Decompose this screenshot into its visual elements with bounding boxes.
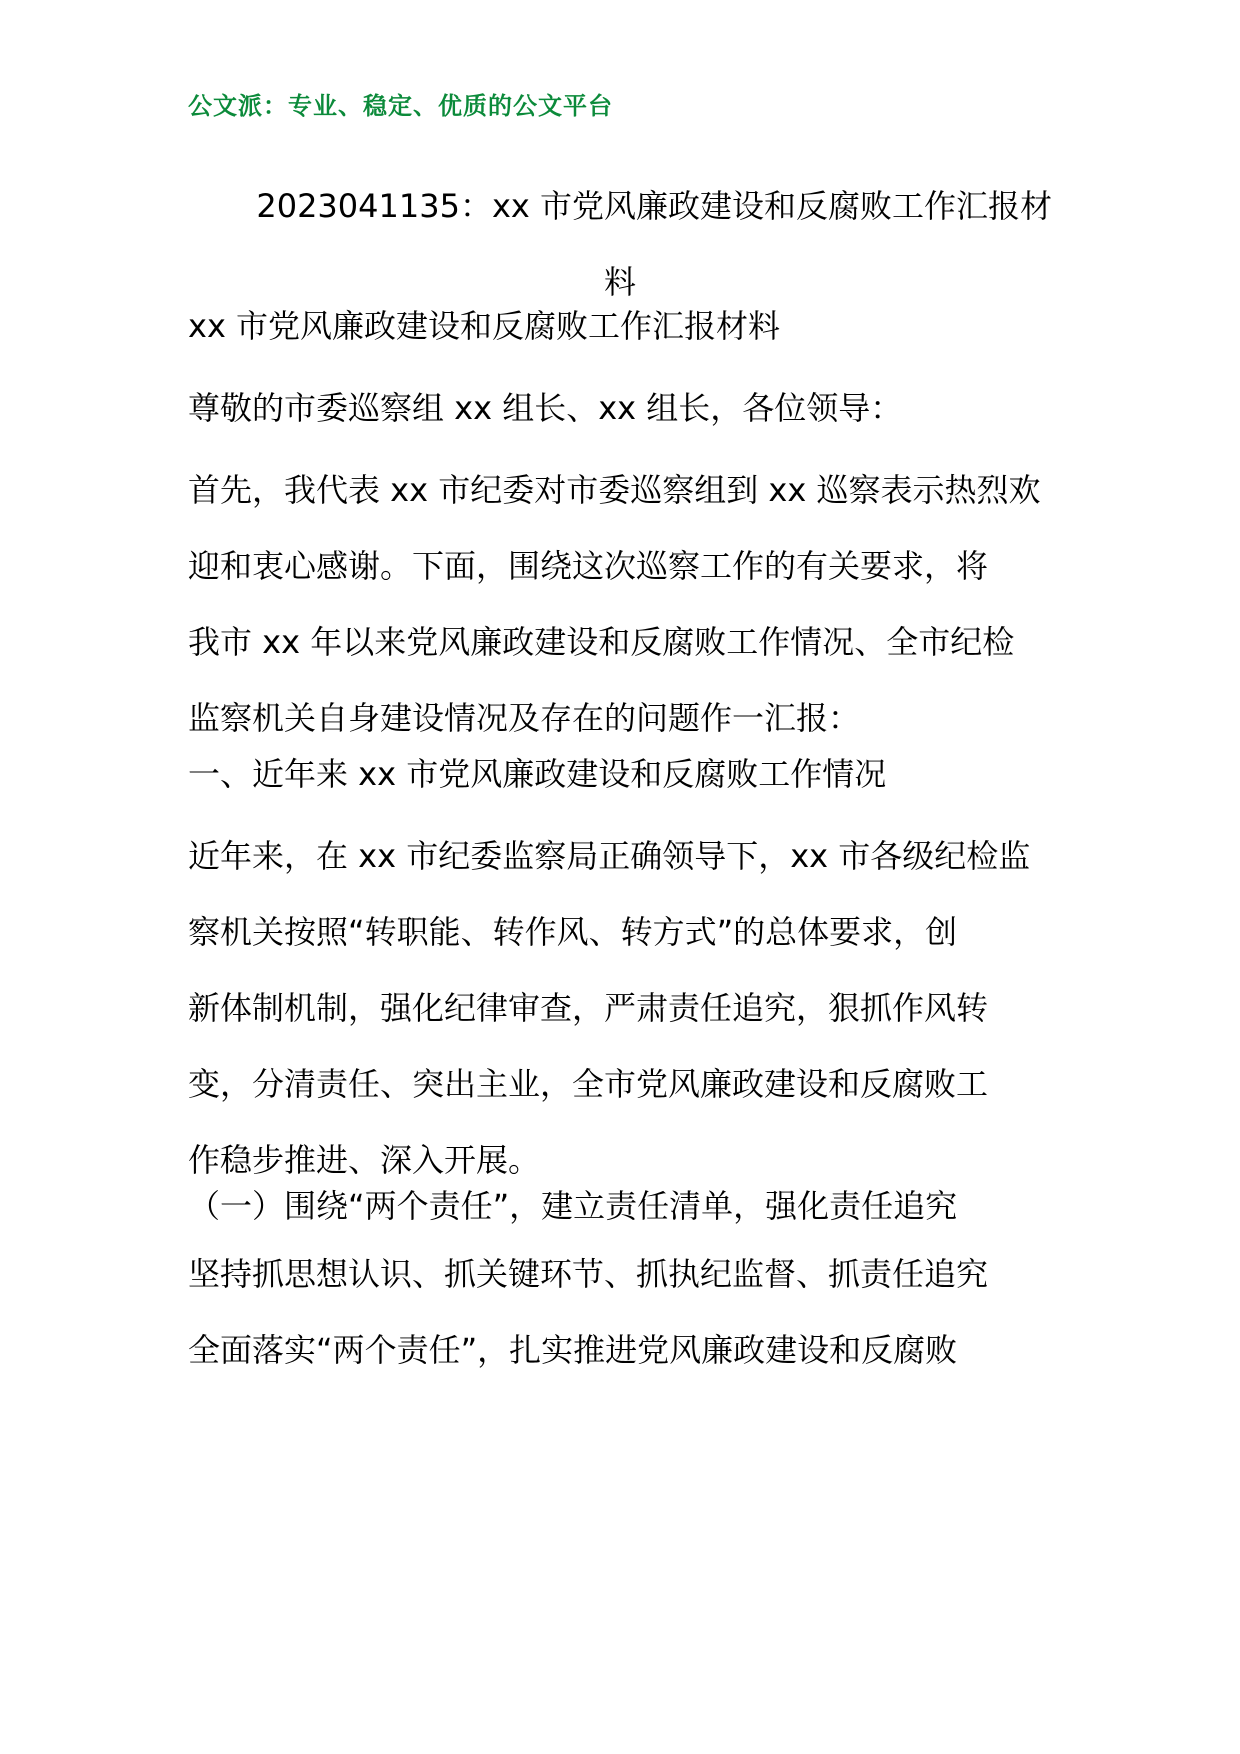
salutation-paragraph bbox=[188, 370, 1052, 446]
paragraph-line: 尊敬的市委巡察组 xx 组长、xx 组长，各位领导： bbox=[188, 389, 903, 427]
paragraph-line: 新体制机制，强化纪律审查，严肃责任追究，狠抓作风转 bbox=[188, 989, 989, 1027]
section-heading-1 bbox=[188, 736, 1052, 812]
header-brand: 公文派：专业、稳定、优质的公文平台 bbox=[188, 92, 613, 120]
paragraph-line: 察机关按照“转职能、转作风、转方式”的总体要求，创 bbox=[188, 913, 958, 951]
paragraph-line: 首先，我代表 xx 市纪委对市委巡察组到 xx 巡察表示热烈欢 bbox=[188, 471, 1041, 509]
document-title-line-1: 2023041135：xx 市党风廉政建设和反腐败工作汇报材 bbox=[256, 187, 1052, 225]
document-title-line-2: 料 bbox=[603, 263, 636, 301]
paragraph-line: xx 市党风廉政建设和反腐败工作汇报材料 bbox=[188, 307, 781, 345]
paragraph-line: 近年来，在 xx 市纪委监察局正确领导下，xx 市各级纪检监 bbox=[188, 837, 1031, 875]
paragraph-line: 全面落实“两个责任”，扎实推进党风廉政建设和反腐败 bbox=[188, 1331, 958, 1369]
paragraph-line: 坚持抓思想认识、抓关键环节、抓执纪监督、抓责任追究 bbox=[188, 1255, 989, 1293]
paragraph-line: 迎和衷心感谢。下面，围绕这次巡察工作的有关要求，将 bbox=[188, 547, 989, 585]
paragraph-line: 一、近年来 xx 市党风廉政建设和反腐败工作情况 bbox=[188, 755, 887, 793]
paragraph-line: 我市 xx 年以来党风廉政建设和反腐败工作情况、全市纪检 bbox=[188, 623, 1015, 661]
paragraph-line: （一）围绕“两个责任”，建立责任清单，强化责任追究 bbox=[188, 1187, 958, 1225]
section-1-paragraph bbox=[188, 818, 1052, 1198]
intro-paragraph bbox=[188, 452, 1052, 756]
subsection-1-paragraph bbox=[188, 1236, 1052, 1388]
subtitle-paragraph bbox=[188, 288, 1052, 364]
paragraph-line: 变，分清责任、突出主业，全市党风廉政建设和反腐败工 bbox=[188, 1065, 989, 1103]
subsection-heading-1 bbox=[188, 1168, 1052, 1244]
paragraph-line: 作稳步推进、深入开展。 bbox=[188, 1141, 541, 1179]
paragraph-line: 监察机关自身建设情况及存在的问题作一汇报： bbox=[188, 699, 861, 737]
